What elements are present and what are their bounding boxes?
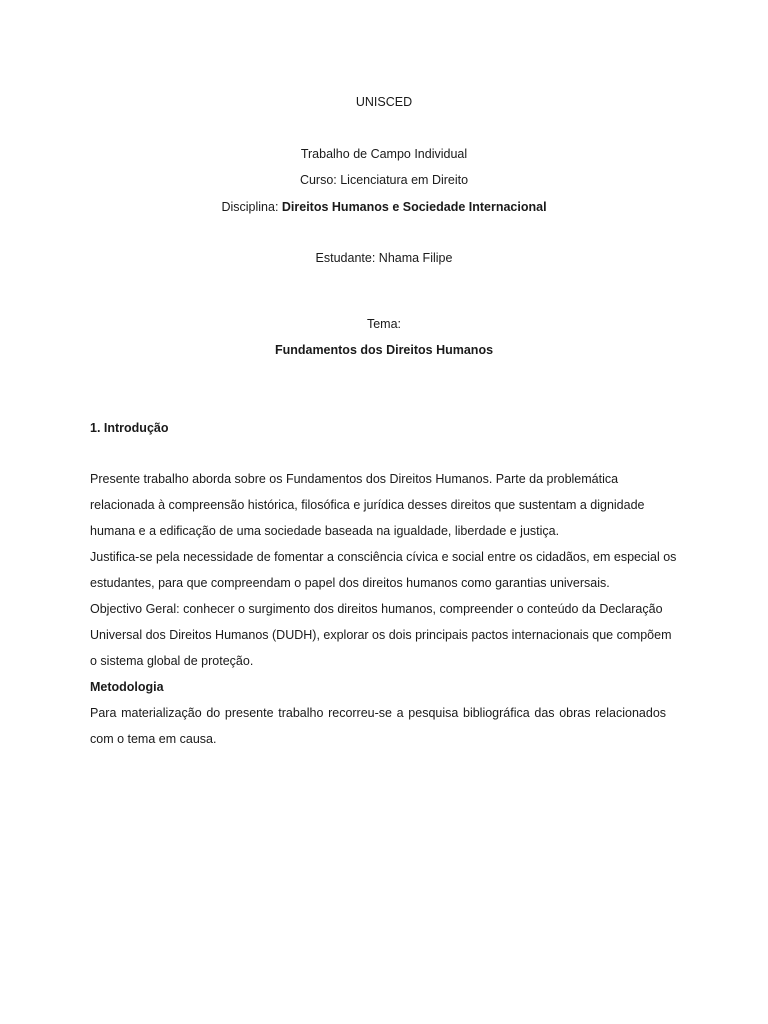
discipline-name: Direitos Humanos e Sociedade Internacional bbox=[281, 200, 547, 214]
introduction-heading: 1. Introdução bbox=[90, 421, 169, 435]
introduction-line: Presente trabalho aborda sobre os Fundamentos dos Direitos Humanos. Parte da problemática bbox=[90, 472, 619, 486]
introduction-line: humana e a edificação de uma sociedade baseada na igualdade, liberdade e justiça. bbox=[90, 524, 560, 538]
institution-name: UNISCED bbox=[355, 95, 413, 109]
work-type: Trabalho de Campo Individual bbox=[300, 147, 468, 161]
student-line: Estudante: Nhama Filipe bbox=[315, 251, 453, 265]
methodology-line: Para materialização do presente trabalho recorreu-se a pesquisa bibliográfica das obras relacionados bbox=[90, 706, 667, 720]
theme-title: Fundamentos dos Direitos Humanos bbox=[274, 343, 494, 357]
methodology-heading: Metodologia bbox=[90, 680, 164, 694]
introduction-line: o sistema global de proteção. bbox=[90, 654, 254, 668]
introduction-line: relacionada à compreensão histórica, filosófica e jurídica desses direitos que sustentam a dignidade bbox=[90, 498, 645, 512]
introduction-line: estudantes, para que compreendam o papel dos direitos humanos como garantias universais. bbox=[90, 576, 610, 590]
discipline-line bbox=[0, 199, 768, 215]
introduction-line: Universal dos Direitos Humanos (DUDH), explorar os dois principais pactos internacionais que compõem bbox=[90, 628, 672, 642]
discipline-prefix: Disciplina: bbox=[221, 200, 282, 214]
theme-label: Tema: bbox=[366, 317, 402, 331]
course-line: Curso: Licenciatura em Direito bbox=[299, 173, 469, 187]
introduction-body bbox=[90, 466, 678, 752]
methodology-line: com o tema em causa. bbox=[90, 732, 217, 746]
introduction-line: Justifica-se pela necessidade de fomentar a consciência cívica e social entre os cidadãos, em especial os bbox=[90, 550, 677, 564]
introduction-line: Objectivo Geral: conhecer o surgimento dos direitos humanos, compreender o conteúdo da Declaração bbox=[90, 602, 663, 616]
